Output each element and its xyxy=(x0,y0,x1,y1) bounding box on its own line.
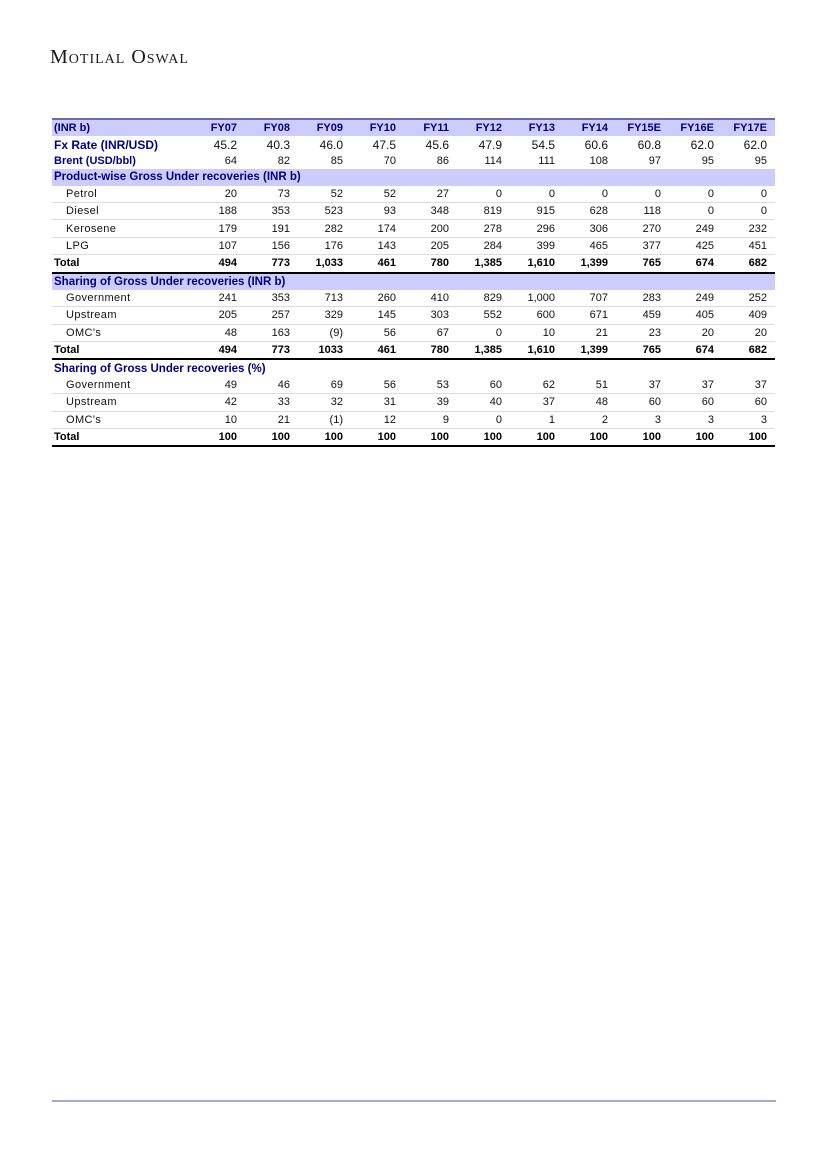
cell-value: 62.0 xyxy=(690,137,714,152)
cell-value: 20 xyxy=(722,324,775,341)
cell-value: 100 xyxy=(351,429,404,447)
row-label: Kerosene xyxy=(52,220,192,237)
cell-value: 53 xyxy=(404,377,457,394)
column-header: FY11 xyxy=(404,119,457,136)
cell-value: 174 xyxy=(351,220,404,237)
cell-value: 12 xyxy=(351,411,404,428)
cell-value: 20 xyxy=(192,186,245,203)
cell-value: 93 xyxy=(351,202,404,219)
cell-value: 707 xyxy=(563,290,616,307)
cell-value: 205 xyxy=(404,237,457,254)
cell-value: 353 xyxy=(245,290,298,307)
cell-value: 60 xyxy=(457,377,510,394)
cell-value: 628 xyxy=(563,202,616,219)
cell-value: 494 xyxy=(192,255,245,273)
cell-value: 405 xyxy=(669,307,722,324)
cell-value: 56 xyxy=(351,377,404,394)
cell-value: 0 xyxy=(457,411,510,428)
section-header xyxy=(52,169,775,185)
cell-value: 47.5 xyxy=(372,137,396,152)
cell-value: 118 xyxy=(616,202,669,219)
cell-value: 179 xyxy=(192,220,245,237)
cell-value: 494 xyxy=(192,342,245,360)
cell-value: 1,399 xyxy=(563,255,616,273)
cell-value: 9 xyxy=(404,411,457,428)
cell-value: 1 xyxy=(510,411,563,428)
cell-value: 176 xyxy=(298,237,351,254)
cell-value: 671 xyxy=(563,307,616,324)
row-label: Upstream xyxy=(52,307,192,324)
table-row xyxy=(52,307,775,324)
table-row xyxy=(52,290,775,307)
cell-value: 249 xyxy=(669,220,722,237)
table-row xyxy=(52,411,775,428)
column-header: FY07 xyxy=(192,119,245,136)
table-row xyxy=(52,202,775,219)
row-label: Brent (USD/bbl) xyxy=(54,154,136,167)
cell-value: 461 xyxy=(351,255,404,273)
row-label: OMC's xyxy=(52,324,192,341)
cell-value: 188 xyxy=(192,202,245,219)
row-label: OMC's xyxy=(52,411,192,428)
row-label: Petrol xyxy=(52,186,192,203)
cell-value: 97 xyxy=(648,154,661,167)
cell-value: 1,000 xyxy=(510,290,563,307)
cell-value: 100 xyxy=(616,429,669,447)
cell-value: 73 xyxy=(245,186,298,203)
cell-value: 1,610 xyxy=(510,342,563,360)
cell-value: 100 xyxy=(722,429,775,447)
cell-value: 284 xyxy=(457,237,510,254)
cell-value: 465 xyxy=(563,237,616,254)
cell-value: 100 xyxy=(457,429,510,447)
column-header: FY17E xyxy=(722,119,775,136)
cell-value: 0 xyxy=(669,186,722,203)
cell-value: 52 xyxy=(351,186,404,203)
cell-value: 191 xyxy=(245,220,298,237)
cell-value: 451 xyxy=(722,237,775,254)
row-label: Total xyxy=(52,255,192,273)
cell-value: 100 xyxy=(404,429,457,447)
cell-value: 3 xyxy=(669,411,722,428)
cell-value: 10 xyxy=(510,324,563,341)
cell-value: 270 xyxy=(616,220,669,237)
cell-value: 819 xyxy=(457,202,510,219)
cell-value: 100 xyxy=(510,429,563,447)
cell-value: 45.2 xyxy=(213,137,237,152)
cell-value: 37 xyxy=(510,394,563,411)
cell-value: 20 xyxy=(669,324,722,341)
cell-value: 32 xyxy=(298,394,351,411)
cell-value: 46.0 xyxy=(319,137,343,152)
total-row xyxy=(52,255,775,273)
cell-value: 56 xyxy=(351,324,404,341)
cell-value: 241 xyxy=(192,290,245,307)
cell-value: 1033 xyxy=(298,342,351,360)
cell-value: 48 xyxy=(563,394,616,411)
cell-value: 249 xyxy=(669,290,722,307)
cell-value: 37 xyxy=(722,377,775,394)
cell-value: 377 xyxy=(616,237,669,254)
cell-value: 42 xyxy=(192,394,245,411)
cell-value: 39 xyxy=(404,394,457,411)
cell-value: 21 xyxy=(563,324,616,341)
cell-value: 46 xyxy=(245,377,298,394)
table-row xyxy=(52,237,775,254)
cell-value: 1,385 xyxy=(457,342,510,360)
cell-value: 67 xyxy=(404,324,457,341)
cell-value: 773 xyxy=(245,255,298,273)
brent-row xyxy=(52,153,775,169)
cell-value: 780 xyxy=(404,255,457,273)
cell-value: 252 xyxy=(722,290,775,307)
section-title: Sharing of Gross Under recoveries (%) xyxy=(52,359,775,376)
column-header: FY13 xyxy=(510,119,563,136)
cell-value: 278 xyxy=(457,220,510,237)
total-row xyxy=(52,342,775,360)
cell-value: 10 xyxy=(192,411,245,428)
cell-value: 100 xyxy=(298,429,351,447)
cell-value: 47.9 xyxy=(478,137,502,152)
cell-value: 1,033 xyxy=(298,255,351,273)
cell-value: 60 xyxy=(616,394,669,411)
row-label: Upstream xyxy=(52,394,192,411)
cell-value: 409 xyxy=(722,307,775,324)
cell-value: 0 xyxy=(510,186,563,203)
unit-label: (INR b) xyxy=(52,119,192,136)
cell-value: 0 xyxy=(669,202,722,219)
cell-value: 82 xyxy=(277,154,290,167)
cell-value: 425 xyxy=(669,237,722,254)
cell-value: 0 xyxy=(457,186,510,203)
cell-value: 829 xyxy=(457,290,510,307)
column-header: FY14 xyxy=(563,119,616,136)
cell-value: 260 xyxy=(351,290,404,307)
cell-value: 459 xyxy=(616,307,669,324)
cell-value: 85 xyxy=(330,154,343,167)
cell-value: 107 xyxy=(192,237,245,254)
fx-rate-row xyxy=(52,136,775,152)
cell-value: 257 xyxy=(245,307,298,324)
cell-value: 353 xyxy=(245,202,298,219)
row-label: Diesel xyxy=(52,202,192,219)
cell-value: 100 xyxy=(669,429,722,447)
total-row xyxy=(52,429,775,447)
cell-value: 306 xyxy=(563,220,616,237)
cell-value: 95 xyxy=(754,154,767,167)
section-title: Sharing of Gross Under recoveries (INR b) xyxy=(52,273,775,290)
cell-value: 86 xyxy=(436,154,449,167)
cell-value: 108 xyxy=(589,154,608,167)
table-row xyxy=(52,186,775,203)
cell-value: 40.3 xyxy=(266,137,290,152)
cell-value: 200 xyxy=(404,220,457,237)
under-recoveries-table xyxy=(52,118,775,447)
cell-value: 69 xyxy=(298,377,351,394)
table-row xyxy=(52,324,775,341)
cell-value: 111 xyxy=(538,154,555,167)
cell-value: 3 xyxy=(616,411,669,428)
cell-value: 23 xyxy=(616,324,669,341)
cell-value: 100 xyxy=(192,429,245,447)
cell-value: 49 xyxy=(192,377,245,394)
cell-value: 145 xyxy=(351,307,404,324)
cell-value: 296 xyxy=(510,220,563,237)
cell-value: 283 xyxy=(616,290,669,307)
row-label: Government xyxy=(52,290,192,307)
cell-value: 21 xyxy=(245,411,298,428)
cell-value: 329 xyxy=(298,307,351,324)
cell-value: 0 xyxy=(722,202,775,219)
cell-value: 100 xyxy=(245,429,298,447)
cell-value: 163 xyxy=(245,324,298,341)
cell-value: 461 xyxy=(351,342,404,360)
cell-value: 60.8 xyxy=(637,137,661,152)
footer-divider xyxy=(52,1100,776,1102)
column-header: FY10 xyxy=(351,119,404,136)
cell-value: 40 xyxy=(457,394,510,411)
cell-value: 0 xyxy=(457,324,510,341)
cell-value: 773 xyxy=(245,342,298,360)
cell-value: 674 xyxy=(669,255,722,273)
cell-value: 45.6 xyxy=(425,137,449,152)
row-label: Government xyxy=(52,377,192,394)
cell-value: 31 xyxy=(351,394,404,411)
cell-value: 0 xyxy=(722,186,775,203)
cell-value: 52 xyxy=(298,186,351,203)
cell-value: 62 xyxy=(510,377,563,394)
cell-value: 64 xyxy=(224,154,237,167)
cell-value: 780 xyxy=(404,342,457,360)
cell-value: 33 xyxy=(245,394,298,411)
cell-value: 552 xyxy=(457,307,510,324)
column-header: FY15E xyxy=(616,119,669,136)
brand-logo: Motilal Oswal xyxy=(50,46,189,68)
cell-value: 713 xyxy=(298,290,351,307)
cell-value: 348 xyxy=(404,202,457,219)
cell-value: 114 xyxy=(484,154,502,167)
cell-value: 3 xyxy=(722,411,775,428)
table-row xyxy=(52,377,775,394)
section-title: Product-wise Gross Under recoveries (INR b) xyxy=(52,169,775,185)
table-row xyxy=(52,220,775,237)
cell-value: 410 xyxy=(404,290,457,307)
column-header: FY09 xyxy=(298,119,351,136)
cell-value: 95 xyxy=(701,154,714,167)
cell-value: 27 xyxy=(404,186,457,203)
cell-value: 915 xyxy=(510,202,563,219)
cell-value: 600 xyxy=(510,307,563,324)
cell-value: 1,385 xyxy=(457,255,510,273)
cell-value: 282 xyxy=(298,220,351,237)
cell-value: 1,610 xyxy=(510,255,563,273)
section-header xyxy=(52,273,775,290)
cell-value: 0 xyxy=(616,186,669,203)
cell-value: 143 xyxy=(351,237,404,254)
cell-value: (1) xyxy=(298,411,351,428)
cell-value: 205 xyxy=(192,307,245,324)
cell-value: 682 xyxy=(722,342,775,360)
cell-value: 1,399 xyxy=(563,342,616,360)
cell-value: 674 xyxy=(669,342,722,360)
cell-value: 765 xyxy=(616,342,669,360)
cell-value: 37 xyxy=(669,377,722,394)
cell-value: 60 xyxy=(669,394,722,411)
cell-value: 48 xyxy=(192,324,245,341)
cell-value: 523 xyxy=(298,202,351,219)
cell-value: 2 xyxy=(563,411,616,428)
cell-value: (9) xyxy=(298,324,351,341)
cell-value: 51 xyxy=(563,377,616,394)
column-header: FY08 xyxy=(245,119,298,136)
cell-value: 70 xyxy=(383,154,396,167)
table-header-row xyxy=(52,119,775,136)
cell-value: 156 xyxy=(245,237,298,254)
cell-value: 60.6 xyxy=(584,137,608,152)
column-header: FY12 xyxy=(457,119,510,136)
column-header: FY16E xyxy=(669,119,722,136)
section-header xyxy=(52,359,775,376)
cell-value: 765 xyxy=(616,255,669,273)
table-row xyxy=(52,394,775,411)
cell-value: 100 xyxy=(563,429,616,447)
cell-value: 682 xyxy=(722,255,775,273)
cell-value: 0 xyxy=(563,186,616,203)
cell-value: 37 xyxy=(616,377,669,394)
cell-value: 62.0 xyxy=(743,137,767,152)
cell-value: 399 xyxy=(510,237,563,254)
row-label: Fx Rate (INR/USD) xyxy=(54,137,159,152)
row-label: LPG xyxy=(52,237,192,254)
cell-value: 232 xyxy=(722,220,775,237)
row-label: Total xyxy=(52,429,192,447)
cell-value: 60 xyxy=(722,394,775,411)
cell-value: 54.5 xyxy=(531,137,555,152)
row-label: Total xyxy=(52,342,192,360)
cell-value: 303 xyxy=(404,307,457,324)
